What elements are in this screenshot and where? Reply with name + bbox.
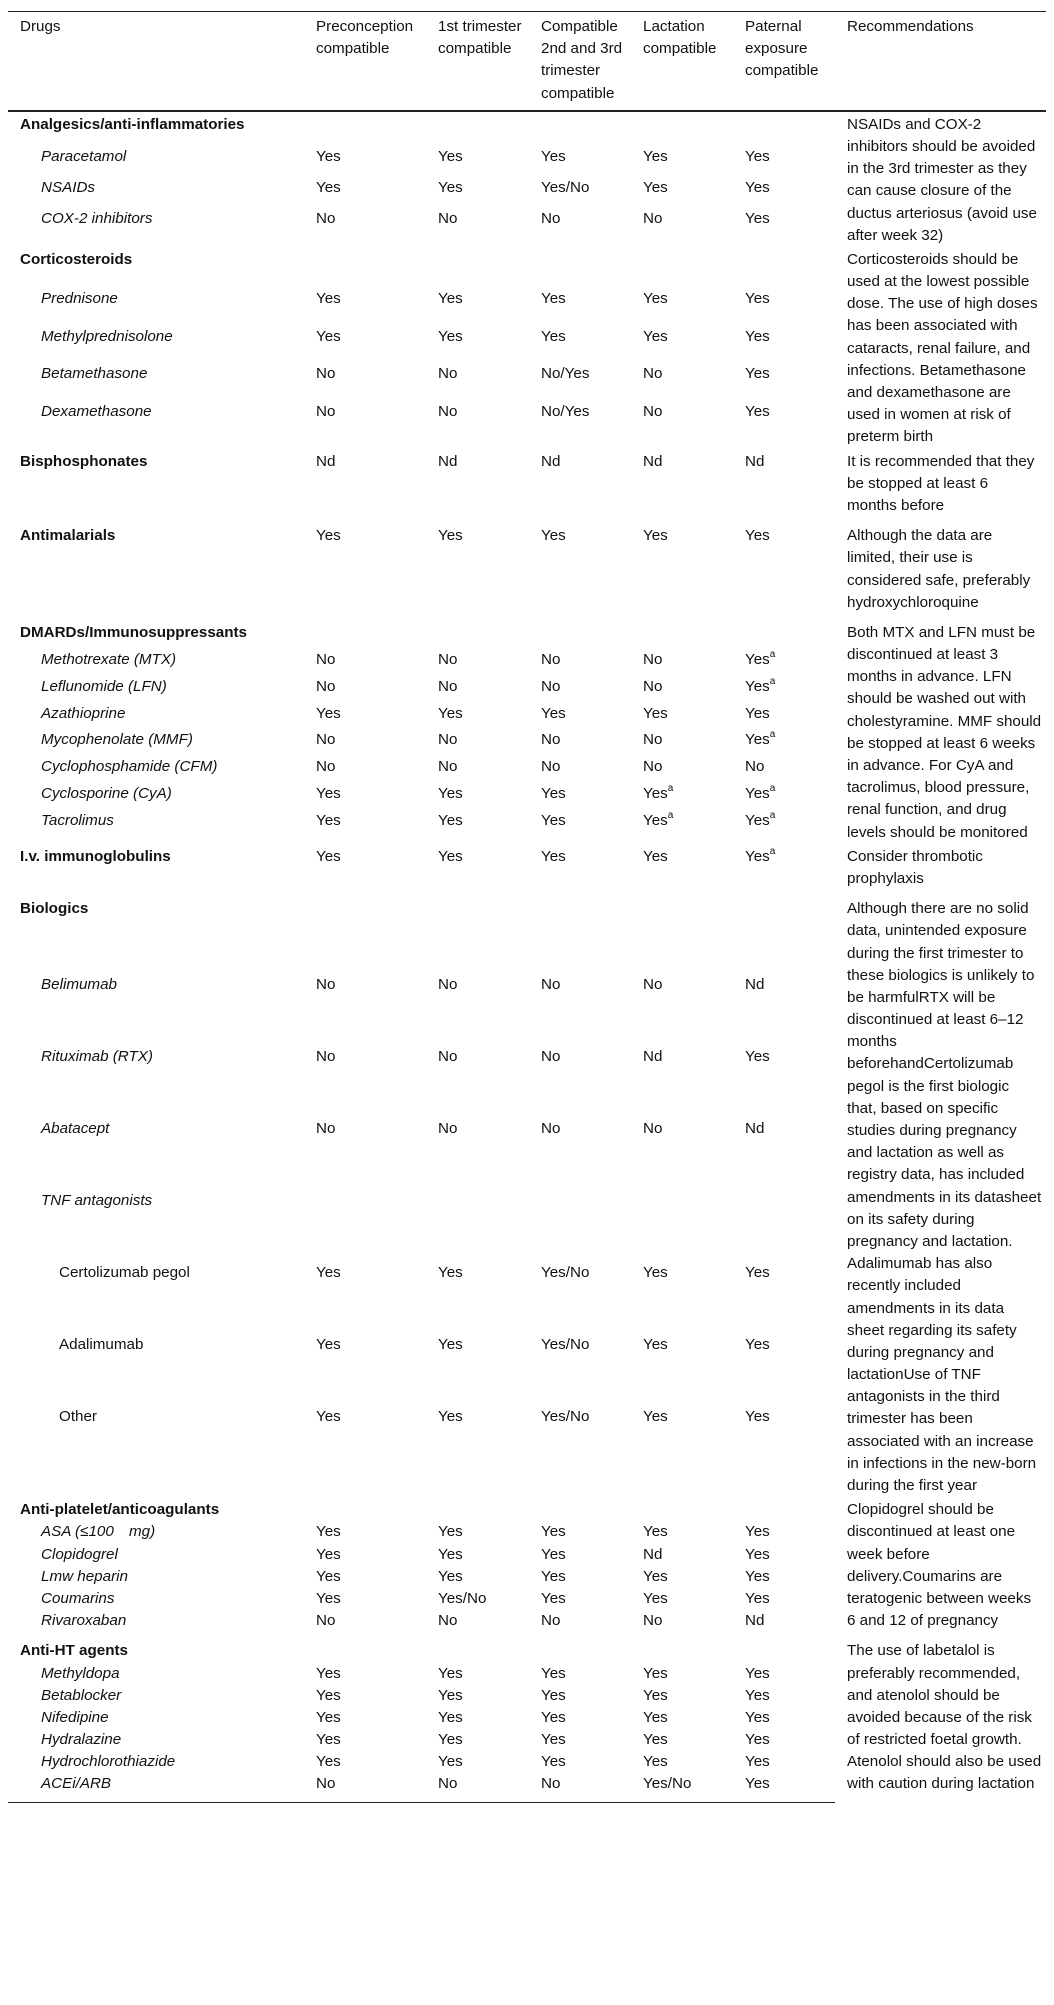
cell-paternal-exposure bbox=[733, 896, 835, 974]
cell-second-third-trimester: No bbox=[541, 976, 561, 994]
cell-lactation: Yes bbox=[643, 1753, 668, 1771]
cell-lactation: Yes bbox=[643, 289, 668, 307]
cell-first-trimester: No bbox=[438, 731, 458, 749]
recommendation-text: Consider thrombotic prophylaxis bbox=[847, 847, 983, 887]
drug-name: Methylprednisolone bbox=[41, 327, 173, 345]
cell-paternal-exposure: Yes bbox=[745, 1753, 770, 1771]
cell-lactation: No bbox=[643, 976, 663, 994]
cell-preconception: Yes bbox=[316, 327, 341, 345]
cell-first-trimester: No bbox=[438, 402, 458, 420]
cell-lactation: Yes bbox=[643, 1686, 668, 1704]
cell-preconception: Yes bbox=[316, 1407, 341, 1425]
cell-lactation: Yes bbox=[643, 847, 668, 865]
drug-name: Cyclophosphamide (CFM) bbox=[41, 758, 218, 776]
cell-preconception: No bbox=[316, 731, 336, 749]
footnote-marker: a bbox=[769, 809, 776, 821]
group-name: Analgesics/anti-inflammatories bbox=[20, 115, 245, 133]
cell-preconception bbox=[304, 620, 426, 649]
cell-lactation: No bbox=[643, 731, 663, 749]
cell-preconception: Yes bbox=[316, 784, 341, 802]
cell-preconception: No bbox=[316, 365, 336, 383]
drug-name: Hydrochlorothiazide bbox=[41, 1753, 176, 1771]
cell-second-third-trimester bbox=[529, 896, 631, 974]
cell-first-trimester bbox=[426, 896, 529, 974]
cell-second-third-trimester: No bbox=[541, 758, 561, 776]
cell-preconception: No bbox=[316, 758, 336, 776]
cell-first-trimester: No bbox=[438, 1120, 458, 1138]
cell-preconception: Yes bbox=[316, 1589, 341, 1607]
cell-second-third-trimester: Yes bbox=[541, 1708, 566, 1726]
cell-first-trimester: Nd bbox=[438, 452, 458, 470]
cell-second-third-trimester: No bbox=[541, 677, 561, 695]
cell-lactation: No bbox=[643, 365, 663, 383]
cell-paternal-exposure: Yes bbox=[745, 1731, 770, 1749]
drug-name: Certolizumab pegol bbox=[59, 1264, 190, 1282]
cell-first-trimester: Yes bbox=[438, 1407, 463, 1425]
cell-lactation: Yes bbox=[643, 1407, 668, 1425]
cell-second-third-trimester bbox=[529, 111, 631, 146]
cell-first-trimester: No bbox=[438, 651, 458, 669]
cell-lactation: Yes bbox=[643, 527, 668, 545]
group-name: I.v. immunoglobulins bbox=[20, 847, 171, 865]
footnote-marker: a bbox=[667, 809, 674, 821]
cell-lactation bbox=[631, 111, 733, 146]
cell-lactation: Yes$^a$ bbox=[643, 782, 674, 802]
cell-first-trimester bbox=[426, 620, 529, 649]
cell-second-third-trimester: No bbox=[529, 1773, 631, 1802]
cell-first-trimester: No bbox=[438, 365, 458, 383]
drug-compatibility-table-container bbox=[8, 11, 1046, 1803]
cell-lactation: Yes bbox=[643, 178, 668, 196]
cell-second-third-trimester: No bbox=[541, 651, 561, 669]
group-row bbox=[8, 523, 1046, 620]
cell-first-trimester bbox=[426, 1190, 529, 1262]
drug-name: ASA (≤100 mg) bbox=[41, 1523, 156, 1541]
cell-preconception: Yes bbox=[316, 1686, 341, 1704]
cell-paternal-exposure bbox=[733, 1638, 835, 1662]
drug-name: Prednisone bbox=[41, 289, 118, 307]
group-name: DMARDs/Immunosuppressants bbox=[20, 623, 248, 641]
cell-lactation bbox=[631, 896, 733, 974]
recommendation-text: It is recommended that they be stopped at least 6 months before bbox=[847, 452, 1035, 514]
cell-lactation: Yes bbox=[643, 1523, 668, 1541]
footnote-marker: a bbox=[769, 782, 776, 794]
cell-first-trimester: No bbox=[438, 677, 458, 695]
header-paternal-exposure: Paternal exposure compatible bbox=[733, 12, 835, 111]
cell-paternal-exposure: Yes bbox=[745, 209, 770, 227]
cell-first-trimester: Yes bbox=[438, 1664, 463, 1682]
drug-name: Tacrolimus bbox=[41, 811, 114, 829]
cell-first-trimester: Yes bbox=[438, 147, 463, 165]
cell-first-trimester: No bbox=[438, 209, 458, 227]
recommendation-text: Corticosteroids should be used at the lowest possible dose. The use of high doses has been associated with cataracts, renal failure, and infections. Betamethasone and dexamethasone are used in women at risk of preterm birth bbox=[847, 250, 1038, 446]
drug-name: Hydralazine bbox=[41, 1731, 122, 1749]
cell-paternal-exposure: Yes$^a$ bbox=[745, 809, 776, 829]
cell-second-third-trimester: Yes bbox=[541, 811, 566, 829]
cell-second-third-trimester: No bbox=[541, 731, 561, 749]
cell-preconception: Yes bbox=[316, 1753, 341, 1771]
cell-lactation: Nd bbox=[643, 1545, 663, 1563]
drug-name: ACEi/ARB bbox=[8, 1773, 304, 1802]
cell-first-trimester: Yes bbox=[438, 527, 463, 545]
cell-first-trimester: Yes bbox=[438, 1545, 463, 1563]
cell-paternal-exposure: No bbox=[745, 758, 765, 776]
group-row bbox=[8, 896, 1046, 974]
drug-name: Mycophenolate (MMF) bbox=[41, 731, 193, 749]
drug-name: Methyldopa bbox=[41, 1664, 120, 1682]
drug-name: Nifedipine bbox=[41, 1708, 109, 1726]
drug-name: COX-2 inhibitors bbox=[41, 209, 153, 227]
cell-lactation: Yes bbox=[643, 704, 668, 722]
drug-name: Paracetamol bbox=[41, 147, 127, 165]
group-name: Anti-HT agents bbox=[20, 1642, 128, 1660]
group-name: Anti-platelet/anticoagulants bbox=[20, 1501, 220, 1519]
cell-lactation: No bbox=[643, 758, 663, 776]
cell-paternal-exposure: Yes bbox=[745, 1708, 770, 1726]
cell-preconception bbox=[304, 247, 426, 288]
drug-name: Betamethasone bbox=[41, 365, 148, 383]
cell-paternal-exposure: Yes bbox=[745, 1048, 770, 1066]
cell-first-trimester: Yes bbox=[438, 327, 463, 345]
cell-paternal-exposure: Yes bbox=[733, 1773, 835, 1802]
header-preconception: Preconception compatible bbox=[304, 12, 426, 111]
drug-name: Belimumab bbox=[41, 976, 117, 994]
cell-lactation: Yes bbox=[643, 147, 668, 165]
drug-name: Leflunomide (LFN) bbox=[41, 677, 167, 695]
drug-name: Dexamethasone bbox=[41, 402, 152, 420]
group-row bbox=[8, 247, 1046, 288]
cell-lactation: No bbox=[643, 677, 663, 695]
cell-paternal-exposure: Yes$^a$ bbox=[745, 782, 776, 802]
cell-second-third-trimester bbox=[529, 620, 631, 649]
cell-second-third-trimester: Yes/No bbox=[541, 178, 590, 196]
cell-preconception: Yes bbox=[316, 147, 341, 165]
cell-lactation: Nd bbox=[643, 452, 663, 470]
drug-name: Other bbox=[59, 1407, 97, 1425]
cell-first-trimester: Yes bbox=[438, 178, 463, 196]
cell-preconception: Yes bbox=[316, 1731, 341, 1749]
footnote-marker: a bbox=[769, 729, 776, 741]
cell-preconception: Yes bbox=[316, 178, 341, 196]
cell-paternal-exposure: Yes bbox=[745, 1589, 770, 1607]
cell-preconception: Yes bbox=[316, 1264, 341, 1282]
cell-second-third-trimester: Yes bbox=[541, 289, 566, 307]
cell-lactation: Yes bbox=[643, 1335, 668, 1353]
cell-first-trimester: No bbox=[426, 1773, 529, 1802]
group-name: Corticosteroids bbox=[20, 250, 133, 268]
cell-first-trimester bbox=[426, 247, 529, 288]
group-row bbox=[8, 1497, 1046, 1521]
cell-first-trimester: Yes bbox=[438, 1731, 463, 1749]
group-row bbox=[8, 844, 1046, 896]
cell-second-third-trimester: Yes bbox=[541, 1523, 566, 1541]
group-row bbox=[8, 1638, 1046, 1662]
header-drugs: Drugs bbox=[8, 12, 304, 111]
cell-paternal-exposure bbox=[733, 111, 835, 146]
drug-name: Lmw heparin bbox=[41, 1567, 128, 1585]
cell-second-third-trimester: No bbox=[541, 1612, 561, 1630]
header-second-third-trimester: Compatible 2nd and 3rd trimester compatible bbox=[529, 12, 631, 111]
cell-second-third-trimester: Yes/No bbox=[541, 1264, 590, 1282]
cell-preconception bbox=[304, 111, 426, 146]
cell-second-third-trimester: Yes bbox=[541, 147, 566, 165]
cell-preconception: No bbox=[316, 1120, 336, 1138]
drug-name: Adalimumab bbox=[59, 1335, 144, 1353]
recommendation-text: Both MTX and LFN must be discontinued at least 3 months in advance. LFN should be washed out with cholestyramine. MMF should be stopped at least 6 weeks in advance. For CyA and tacrolimus, blood pressure, renal function, and drug levels should be monitored bbox=[847, 623, 1042, 841]
cell-paternal-exposure: Yes bbox=[745, 1686, 770, 1704]
drug-name: Methotrexate (MTX) bbox=[41, 651, 177, 669]
drug-name: Cyclosporine (CyA) bbox=[41, 784, 172, 802]
cell-preconception bbox=[304, 1190, 426, 1262]
cell-paternal-exposure: Nd bbox=[745, 1120, 765, 1138]
drug-name: Clopidogrel bbox=[41, 1545, 118, 1563]
cell-second-third-trimester: Yes bbox=[541, 704, 566, 722]
cell-lactation bbox=[631, 1638, 733, 1662]
cell-preconception: Yes bbox=[316, 289, 341, 307]
cell-paternal-exposure: Yes bbox=[745, 1567, 770, 1585]
cell-paternal-exposure: Yes$^a$ bbox=[745, 675, 776, 695]
cell-second-third-trimester: Yes bbox=[541, 847, 566, 865]
cell-paternal-exposure: Yes bbox=[745, 147, 770, 165]
cell-preconception: Yes bbox=[316, 1545, 341, 1563]
cell-lactation: Yes bbox=[643, 327, 668, 345]
cell-lactation: No bbox=[643, 402, 663, 420]
cell-paternal-exposure bbox=[733, 620, 835, 649]
cell-second-third-trimester: Yes/No bbox=[541, 1407, 590, 1425]
cell-preconception bbox=[304, 1497, 426, 1521]
cell-preconception: No bbox=[316, 402, 336, 420]
drug-name: Rituximab (RTX) bbox=[41, 1048, 153, 1066]
recommendation-text: NSAIDs and COX-2 inhibitors should be avoided in the 3rd trimester as they can cause closure of the ductus arteriosus (avoid use after week 32) bbox=[847, 115, 1037, 244]
recommendation-text: Clopidogrel should be discontinued at least one week before delivery.Coumarins are teratogenic between weeks 6 and 12 of pregnancy bbox=[847, 1501, 1032, 1630]
cell-preconception: Yes bbox=[316, 1567, 341, 1585]
cell-paternal-exposure: Yes bbox=[745, 704, 770, 722]
cell-lactation: Yes bbox=[643, 1567, 668, 1585]
cell-first-trimester: No bbox=[438, 976, 458, 994]
cell-lactation bbox=[631, 620, 733, 649]
recommendation-text: The use of labetalol is preferably recommended, and atenolol should be avoided because of the risk of restricted foetal growth. Atenolol should also be used with caution during lactation bbox=[847, 1642, 1042, 1793]
cell-second-third-trimester: Yes bbox=[541, 1686, 566, 1704]
cell-first-trimester: Yes bbox=[438, 1753, 463, 1771]
cell-lactation: Yes bbox=[643, 1264, 668, 1282]
cell-preconception: Yes bbox=[316, 811, 341, 829]
cell-second-third-trimester: Yes bbox=[541, 1753, 566, 1771]
cell-paternal-exposure: Yes bbox=[745, 1523, 770, 1541]
drug-name: TNF antagonists bbox=[41, 1192, 153, 1210]
cell-second-third-trimester: Yes bbox=[541, 784, 566, 802]
group-name: Biologics bbox=[20, 900, 89, 918]
cell-preconception bbox=[304, 1638, 426, 1662]
cell-preconception: No bbox=[304, 1773, 426, 1802]
cell-paternal-exposure: Yes bbox=[745, 178, 770, 196]
cell-paternal-exposure: Nd bbox=[745, 976, 765, 994]
cell-first-trimester: Yes bbox=[438, 811, 463, 829]
drug-compatibility-table bbox=[8, 11, 1046, 1803]
cell-first-trimester: No bbox=[438, 758, 458, 776]
cell-preconception: Yes bbox=[316, 1523, 341, 1541]
cell-paternal-exposure: Nd bbox=[745, 452, 765, 470]
cell-paternal-exposure: Yes$^a$ bbox=[745, 649, 776, 669]
cell-first-trimester: Yes bbox=[438, 1567, 463, 1585]
cell-second-third-trimester: Yes bbox=[541, 1567, 566, 1585]
cell-lactation: Yes bbox=[643, 1708, 668, 1726]
cell-lactation: Yes bbox=[643, 1589, 668, 1607]
drug-name: Betablocker bbox=[41, 1686, 122, 1704]
cell-lactation: No bbox=[643, 651, 663, 669]
table-body bbox=[8, 111, 1046, 1802]
group-row bbox=[8, 620, 1046, 649]
cell-preconception bbox=[304, 896, 426, 974]
cell-paternal-exposure: Yes bbox=[745, 365, 770, 383]
drug-name: NSAIDs bbox=[41, 178, 96, 196]
cell-paternal-exposure: Yes bbox=[745, 1664, 770, 1682]
table-header-row bbox=[8, 12, 1046, 111]
cell-preconception: No bbox=[316, 677, 336, 695]
cell-first-trimester: Yes bbox=[438, 784, 463, 802]
cell-paternal-exposure: Yes bbox=[745, 527, 770, 545]
drug-name: Abatacept bbox=[41, 1120, 110, 1138]
cell-paternal-exposure bbox=[733, 247, 835, 288]
cell-first-trimester: Yes bbox=[438, 1523, 463, 1541]
cell-paternal-exposure: Nd bbox=[745, 1612, 765, 1630]
cell-second-third-trimester bbox=[529, 1497, 631, 1521]
cell-second-third-trimester bbox=[529, 247, 631, 288]
cell-paternal-exposure: Yes$^a$ bbox=[745, 729, 776, 749]
cell-preconception: No bbox=[316, 1612, 336, 1630]
footnote-marker: a bbox=[769, 675, 776, 687]
cell-second-third-trimester: Yes bbox=[541, 527, 566, 545]
cell-second-third-trimester: Yes bbox=[541, 1545, 566, 1563]
cell-lactation bbox=[631, 247, 733, 288]
cell-second-third-trimester bbox=[529, 1638, 631, 1662]
header-recommendations: Recommendations bbox=[835, 12, 1046, 111]
group-row bbox=[8, 111, 1046, 146]
cell-first-trimester: No bbox=[438, 1048, 458, 1066]
cell-first-trimester: Yes bbox=[438, 1335, 463, 1353]
cell-second-third-trimester: Yes bbox=[541, 327, 566, 345]
cell-second-third-trimester: Yes bbox=[541, 1664, 566, 1682]
cell-preconception: Yes bbox=[316, 1335, 341, 1353]
recommendation-text: Although the data are limited, their use is considered safe, preferably hydroxychloroquine bbox=[847, 527, 1031, 611]
cell-lactation: No bbox=[643, 209, 663, 227]
footnote-marker: a bbox=[667, 782, 674, 794]
cell-lactation bbox=[631, 1190, 733, 1262]
cell-first-trimester: Yes bbox=[438, 1686, 463, 1704]
cell-first-trimester bbox=[426, 1638, 529, 1662]
group-name: Antimalarials bbox=[20, 527, 116, 545]
cell-second-third-trimester: Yes bbox=[541, 1589, 566, 1607]
cell-paternal-exposure: Yes bbox=[745, 402, 770, 420]
cell-second-third-trimester: No/Yes bbox=[541, 402, 590, 420]
cell-paternal-exposure: Yes bbox=[745, 327, 770, 345]
cell-preconception: Yes bbox=[316, 1708, 341, 1726]
cell-paternal-exposure: Yes bbox=[745, 289, 770, 307]
cell-preconception: Yes bbox=[316, 1664, 341, 1682]
recommendation-text: Although there are no solid data, unintended exposure during the first trimester to these biologics is unlikely to be harmfulRTX will be discontinued at least 6–12 months beforehandCertolizumab pegol is the first biologic that, based on specific studies during pregnancy and lactation as well as registry data, has included amendments in its datasheet on its safety during pregnancy and lactation. Adalimumab has also recently included amendments in its data sheet regarding its safety during pregnancy and lactationUse of TNF antagonists in the third trimester has been associated with an increase in infections in the new-born during the first year bbox=[847, 900, 1042, 1494]
cell-paternal-exposure: Yes bbox=[745, 1335, 770, 1353]
cell-first-trimester: Yes bbox=[438, 1264, 463, 1282]
group-row bbox=[8, 449, 1046, 524]
cell-second-third-trimester bbox=[529, 1190, 631, 1262]
cell-paternal-exposure: Yes$^a$ bbox=[745, 845, 776, 865]
cell-second-third-trimester: Yes bbox=[541, 1731, 566, 1749]
cell-second-third-trimester: No bbox=[541, 1120, 561, 1138]
header-first-trimester: 1st trimester compatible bbox=[426, 12, 529, 111]
cell-first-trimester: Yes bbox=[438, 289, 463, 307]
cell-preconception: Nd bbox=[316, 452, 336, 470]
cell-lactation: No bbox=[643, 1120, 663, 1138]
cell-first-trimester: No bbox=[438, 1612, 458, 1630]
drug-name: Coumarins bbox=[41, 1589, 115, 1607]
cell-lactation: Yes bbox=[643, 1664, 668, 1682]
cell-first-trimester: Yes bbox=[438, 847, 463, 865]
cell-preconception: Yes bbox=[316, 847, 341, 865]
group-name: Bisphosphonates bbox=[20, 452, 148, 470]
cell-lactation: No bbox=[643, 1612, 663, 1630]
footnote-marker: a bbox=[769, 649, 776, 660]
cell-preconception: No bbox=[316, 209, 336, 227]
cell-paternal-exposure bbox=[733, 1497, 835, 1521]
cell-second-third-trimester: No bbox=[541, 1048, 561, 1066]
footnote-marker: a bbox=[769, 845, 776, 857]
cell-second-third-trimester: No/Yes bbox=[541, 365, 590, 383]
cell-paternal-exposure: Yes bbox=[745, 1545, 770, 1563]
cell-paternal-exposure: Yes bbox=[745, 1407, 770, 1425]
cell-lactation: Yes/No bbox=[631, 1773, 733, 1802]
cell-preconception: No bbox=[316, 1048, 336, 1066]
cell-preconception: Yes bbox=[316, 527, 341, 545]
cell-preconception: Yes bbox=[316, 704, 341, 722]
cell-second-third-trimester: Nd bbox=[541, 452, 561, 470]
cell-first-trimester: Yes bbox=[438, 1708, 463, 1726]
cell-first-trimester: Yes bbox=[438, 704, 463, 722]
cell-paternal-exposure: Yes bbox=[745, 1264, 770, 1282]
cell-preconception: No bbox=[316, 976, 336, 994]
cell-lactation bbox=[631, 1497, 733, 1521]
cell-lactation: Yes$^a$ bbox=[643, 809, 674, 829]
cell-second-third-trimester: Yes/No bbox=[541, 1335, 590, 1353]
cell-first-trimester bbox=[426, 111, 529, 146]
cell-preconception: No bbox=[316, 651, 336, 669]
cell-lactation: Nd bbox=[643, 1048, 663, 1066]
cell-first-trimester: Yes/No bbox=[438, 1589, 487, 1607]
cell-second-third-trimester: No bbox=[541, 209, 561, 227]
drug-name: Rivaroxaban bbox=[41, 1612, 127, 1630]
cell-first-trimester bbox=[426, 1497, 529, 1521]
header-lactation: Lactation compatible bbox=[631, 12, 733, 111]
cell-lactation: Yes bbox=[643, 1731, 668, 1749]
cell-paternal-exposure bbox=[733, 1190, 835, 1262]
drug-name: Azathioprine bbox=[41, 704, 126, 722]
